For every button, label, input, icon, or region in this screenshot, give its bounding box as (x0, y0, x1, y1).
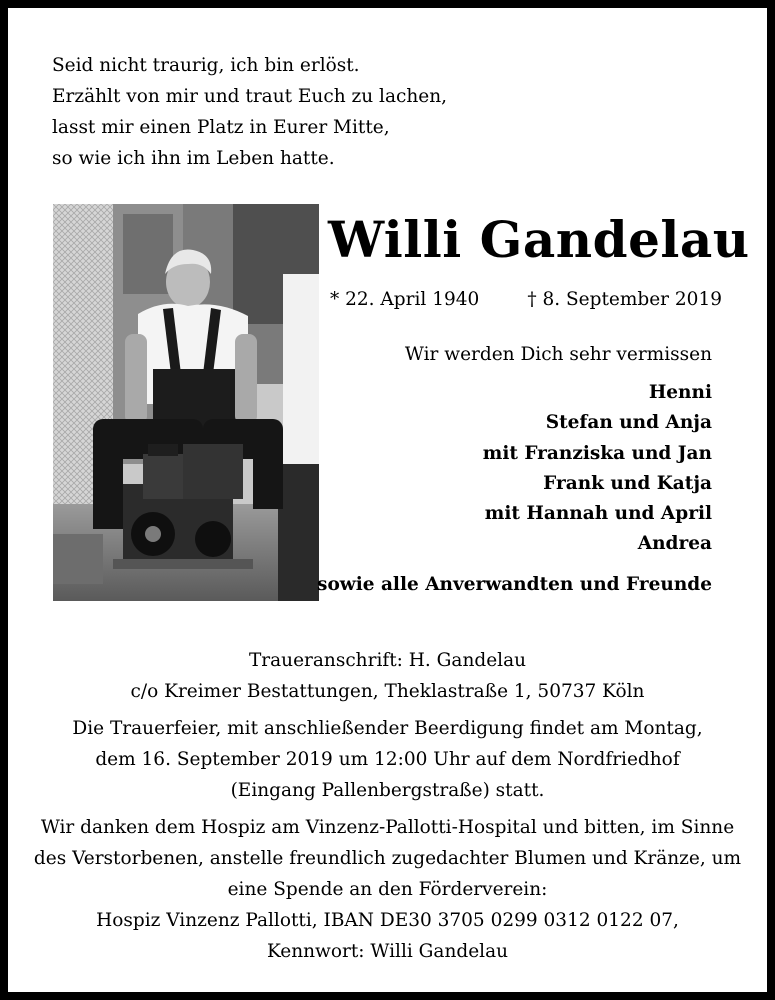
mourner-name: Frank und Katja (543, 472, 712, 494)
death-date: † 8. September 2019 (527, 289, 722, 310)
poem-line: Erzählt von mir und traut Euch zu lachen, (52, 86, 448, 107)
ceremony-info (16, 713, 759, 806)
mourners-intro: Wir werden Dich sehr vermissen (404, 344, 712, 365)
notice-details (16, 645, 759, 967)
deceased-name: Willi Gandelau (328, 210, 750, 269)
mourner-name: mit Franziska und Jan (482, 442, 712, 464)
mourner-name: Henni (648, 382, 712, 403)
mourning-address (16, 645, 759, 707)
mourner-name: mit Hannah und April (484, 503, 712, 525)
poem-line: Seid nicht traurig, ich bin erlöst. (52, 55, 360, 76)
ceremony-line: dem 16. September 2019 um 12:00 Uhr auf dem Nordfriedhof (95, 749, 680, 770)
donation-line: Wir danken dem Hospiz am Vinzenz-Pallotti-Hospital und bitten, im Sinne (40, 817, 735, 838)
ceremony-line: Die Trauerfeier, mit anschließender Beerdigung findet am Montag, (72, 718, 703, 739)
donation-line: Hospiz Vinzenz Pallotti, IBAN DE30 3705 0299 0312 0122 07, (96, 910, 679, 931)
poem (52, 50, 447, 174)
donation-line: eine Spende an den Förderverein: (227, 879, 548, 900)
poem-line: so wie ich ihn im Leben hatte. (52, 148, 335, 169)
mourner-name: Andrea (637, 533, 712, 555)
mourner-name: Stefan und Anja (545, 412, 712, 434)
donation-line: Kennwort: Willi Gandelau (266, 941, 509, 962)
relatives-line: sowie alle Anverwandten und Freunde (317, 574, 712, 595)
portrait-illustration (53, 204, 319, 601)
portrait-photo (53, 204, 319, 601)
mourners-list (483, 378, 712, 560)
donation-info (16, 812, 759, 967)
birth-date: * 22. April 1940 (330, 289, 480, 310)
address-line: Traueranschrift: H. Gandelau (248, 650, 527, 671)
address-line: c/o Kreimer Bestattungen, Theklastraße 1, 50737 Köln (130, 681, 645, 702)
ceremony-line: (Eingang Pallenbergstraße) statt. (230, 780, 545, 801)
donation-line: des Verstorbenen, anstelle freundlich zugedachter Blumen und Kränze, um (33, 848, 742, 869)
poem-line: lasst mir einen Platz in Eurer Mitte, (52, 117, 390, 138)
